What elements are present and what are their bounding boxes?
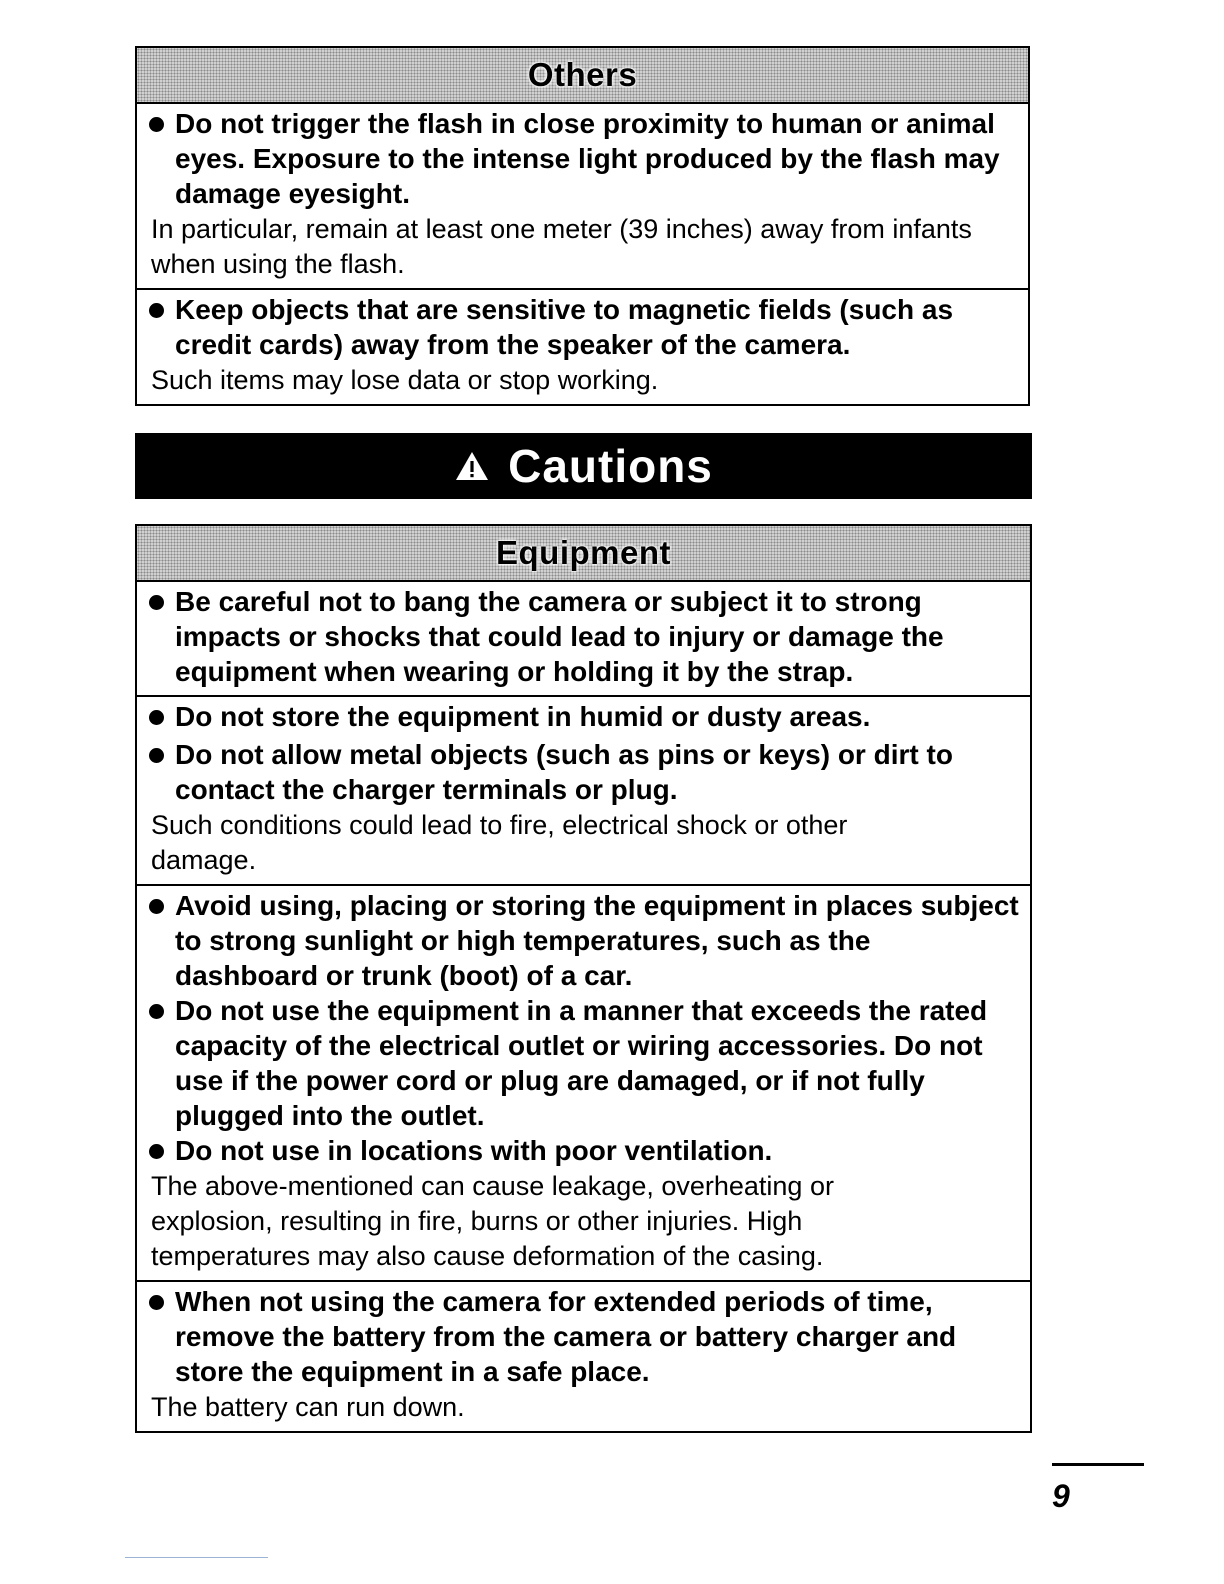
warning-triangle-icon: [454, 450, 490, 482]
equipment-section-4: [137, 1280, 1030, 1431]
list-item: [147, 737, 1020, 807]
list-item: [147, 993, 1020, 1133]
note-text: Such conditions could lead to fire, electrical shock or other damage.: [151, 810, 848, 875]
bullet-icon: [149, 748, 164, 763]
item-text: Do not allow metal objects (such as pins or keys) or dirt to contact the charger terminals or plug.: [175, 739, 953, 805]
list-item: [147, 1133, 1020, 1168]
bullet-icon: [149, 595, 164, 610]
scan-line: [125, 1557, 268, 1558]
equipment-header: [137, 526, 1030, 582]
note-text: Such items may lose data or stop working.: [151, 365, 659, 395]
others-section-2: [137, 288, 1028, 404]
equipment-heading: Equipment: [496, 534, 671, 571]
list-item: [147, 584, 1020, 689]
cautions-banner: [135, 433, 1032, 499]
list-item: [147, 888, 1020, 993]
item-text: Do not store the equipment in humid or dusty areas.: [175, 701, 871, 732]
list-item: [147, 292, 1018, 362]
others-header: [137, 48, 1028, 104]
page-number: 9: [1052, 1478, 1070, 1514]
list-item: [147, 1284, 1020, 1389]
equipment-section-2: [137, 695, 1030, 884]
others-box: [135, 46, 1030, 406]
bullet-icon: [149, 899, 164, 914]
bullet-icon: [149, 117, 164, 132]
equipment-box: [135, 524, 1032, 1433]
others-section-1: [137, 104, 1017, 288]
bullet-icon: [149, 1295, 164, 1310]
item-text: Do not trigger the flash in close proximity to human or animal eyes. Exposure to the intense light produced by the flash may damage eyesight.: [175, 108, 1000, 209]
bullet-icon: [149, 303, 164, 318]
note-text: The above-mentioned can cause leakage, overheating or explosion, resulting in fire, burns or other injuries. High temperatures may also cause deformation of the casing.: [151, 1171, 834, 1271]
bullet-icon: [149, 710, 164, 725]
list-item: [147, 106, 1007, 211]
item-text: Avoid using, placing or storing the equipment in places subject to strong sunlight or high temperatures, such as the dashboard or trunk (boot) of a car.: [175, 890, 1019, 991]
item-text: Do not use the equipment in a manner that exceeds the rated capacity of the electrical outlet or wiring accessories. Do not use if the power cord or plug are damaged, or if not fully plugged into the outlet.: [175, 995, 988, 1131]
item-text: Do not use in locations with poor ventilation.: [175, 1135, 773, 1166]
others-heading: Others: [527, 56, 638, 93]
list-item: [147, 699, 1020, 734]
item-text: Be careful not to bang the camera or subject it to strong impacts or shocks that could lead to injury or damage the equipment when wearing or holding it by the strap.: [175, 586, 944, 687]
equipment-section-3: [137, 884, 1030, 1280]
note-text: In particular, remain at least one meter (39 inches) away from infants when using the flash.: [151, 214, 972, 279]
equipment-section-1: [137, 582, 1030, 695]
cautions-title: Cautions: [508, 440, 713, 492]
bullet-icon: [149, 1004, 164, 1019]
item-text: Keep objects that are sensitive to magnetic fields (such as credit cards) away from the speaker of the camera.: [175, 294, 954, 360]
bullet-icon: [149, 1144, 164, 1159]
item-text: When not using the camera for extended periods of time, remove the battery from the camera or battery charger and store the equipment in a safe place.: [175, 1286, 957, 1387]
note-text: The battery can run down.: [151, 1392, 465, 1422]
page-number-rule: [1052, 1463, 1144, 1466]
